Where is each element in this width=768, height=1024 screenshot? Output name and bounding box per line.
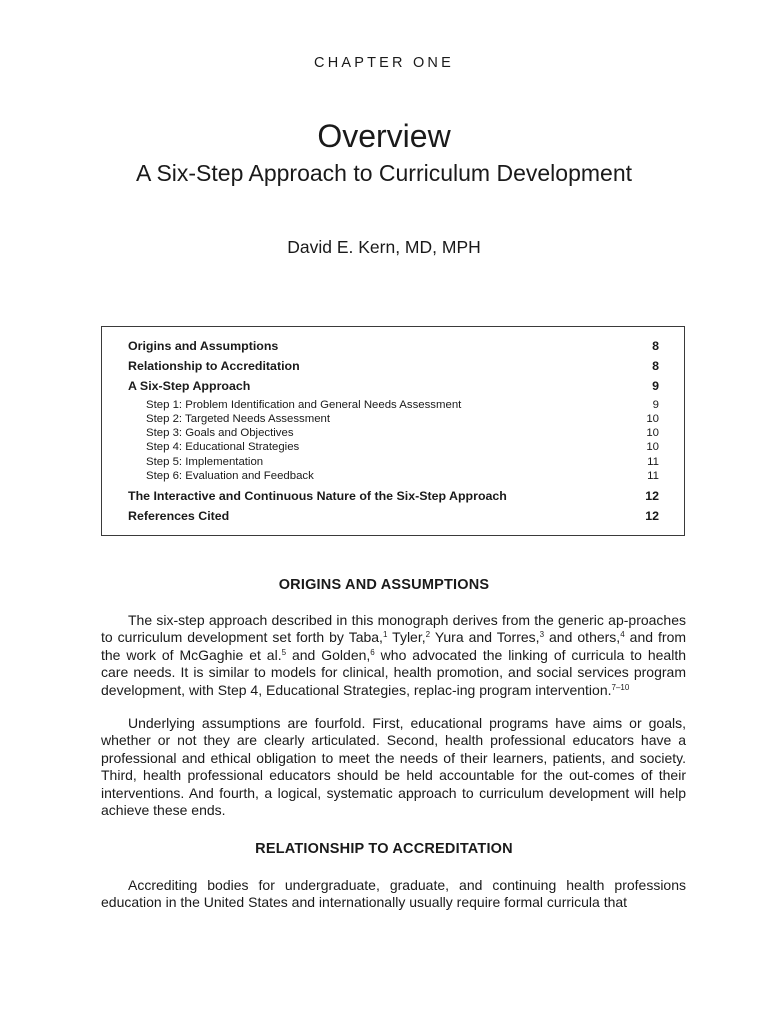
toc-entry-page: 9 xyxy=(652,379,659,393)
toc-entry-label: Step 3: Goals and Objectives xyxy=(146,427,294,439)
toc-entry-step-6[interactable] xyxy=(128,469,659,483)
toc-entry-page: 10 xyxy=(646,427,659,439)
toc-entry-page: 10 xyxy=(646,413,659,425)
section-heading-origins: ORIGINS AND ASSUMPTIONS xyxy=(278,577,490,593)
toc-entry-page: 10 xyxy=(646,441,659,453)
section-heading-accreditation: RELATIONSHIP TO ACCREDITATION xyxy=(255,841,513,857)
toc-entry-label: Relationship to Accreditation xyxy=(128,359,300,373)
paragraph-text: and from the work of McGaghie et al. xyxy=(101,629,687,663)
toc-entry-step-5[interactable] xyxy=(128,455,659,469)
paragraph-text: Underlying assumptions are fourfold. First, educational programs have aims or goals, whether or not they are clearly articulated. Second, health professional educators have a professional and ethical obligation to meet the needs of their learners, patients, and society. Third, health professional educators should be held accountable for the out-comes of their interventions. And fourth, a logical, systematic approach to curriculum development will help achieve these ends. xyxy=(101,715,686,819)
toc-entry-label: References Cited xyxy=(128,509,230,523)
table-of-contents xyxy=(101,326,685,536)
toc-entry-label: Origins and Assumptions xyxy=(128,339,279,353)
paragraph-text: Tyler, xyxy=(387,629,426,646)
paragraph-accreditation-1 xyxy=(101,877,686,912)
toc-entry-page: 9 xyxy=(652,399,659,411)
toc-entry-label: Step 2: Targeted Needs Assessment xyxy=(146,413,331,425)
paragraph-origins-2 xyxy=(101,715,686,819)
toc-entry-step-2[interactable] xyxy=(128,412,659,426)
toc-entry-page: 11 xyxy=(647,456,659,468)
toc-entry-label: Step 1: Problem Identification and General Needs Assessment xyxy=(146,399,462,411)
toc-entry-label: A Six-Step Approach xyxy=(128,379,251,393)
citation-ref: 7–10 xyxy=(611,682,630,692)
toc-entry-label: Step 4: Educational Strategies xyxy=(146,441,300,453)
toc-entry-label: The Interactive and Continuous Nature of the Six-Step Approach xyxy=(128,489,507,503)
toc-entry-page: 11 xyxy=(647,470,659,482)
toc-entry-six-step-approach[interactable] xyxy=(128,378,659,394)
toc-entry-step-4[interactable] xyxy=(128,440,659,454)
paragraph-text: who advocated the linking of curricula to health care needs. It is similar to models for clinical, health promotion, and social services program development, with Step 4, Educational Strategies, replac-ing program intervention. xyxy=(101,646,686,698)
toc-entry-accreditation[interactable] xyxy=(128,358,659,374)
toc-entry-page: 8 xyxy=(652,339,659,353)
citation-ref: 6 xyxy=(370,647,375,657)
toc-entry-label: Step 6: Evaluation and Feedback xyxy=(146,470,314,482)
chapter-label: CHAPTER ONE xyxy=(314,55,454,71)
citation-ref: 1 xyxy=(382,630,388,640)
citation-ref: 4 xyxy=(620,630,625,640)
paragraph-text: and others, xyxy=(544,629,621,646)
toc-entry-page: 12 xyxy=(645,489,659,503)
paragraph-origins-1 xyxy=(101,612,686,699)
chapter-subtitle: A Six-Step Approach to Curriculum Development xyxy=(135,160,633,186)
citation-ref: 3 xyxy=(539,630,545,640)
toc-entry-page: 12 xyxy=(645,509,659,523)
author-name: David E. Kern, MD, MPH xyxy=(287,237,481,257)
paragraph-text: and Golden, xyxy=(286,646,371,663)
toc-entry-step-1[interactable] xyxy=(128,398,659,412)
paragraph-text: Accrediting bodies for undergraduate, graduate, and continuing health professions education in the United States and internationally usually require formal curricula that xyxy=(101,877,686,911)
toc-entry-interactive-nature[interactable] xyxy=(128,488,659,504)
chapter-title: Overview xyxy=(317,118,451,154)
paragraph-text: The six-step approach described in this monograph derives from the generic ap-proaches to curriculum development set forth by Taba, xyxy=(101,612,686,646)
citation-ref: 5 xyxy=(281,647,287,657)
toc-entry-references[interactable] xyxy=(128,508,659,524)
toc-entry-origins[interactable] xyxy=(128,338,659,354)
paragraph-text: Yura and Torres, xyxy=(430,629,540,646)
citation-ref: 2 xyxy=(425,630,431,640)
toc-entry-step-3[interactable] xyxy=(128,426,659,440)
toc-entry-label: Step 5: Implementation xyxy=(146,456,264,468)
toc-entry-page: 8 xyxy=(652,359,659,373)
